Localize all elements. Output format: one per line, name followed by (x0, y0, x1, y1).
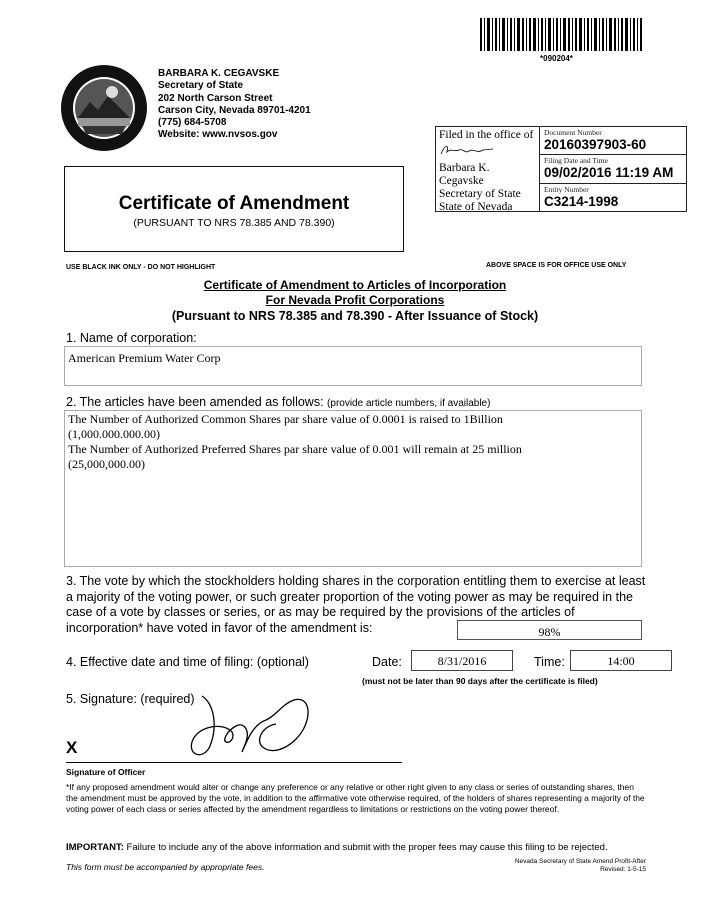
section4-label: 4. Effective date and time of filing: (optional) (66, 655, 309, 669)
secretary-info (158, 68, 311, 142)
form-identifier (478, 858, 646, 874)
filing-date-cell (540, 155, 686, 183)
state-seal-icon (60, 64, 148, 152)
filing-stamp (435, 126, 687, 212)
footnote: *If any proposed amendment would alter or change any preference or any relative or other right given to any class or series of outstanding shares, then the amendment must be approved by the vote, in addition to the affirmative vote otherwise required, of the holders of shares representing a majority of the voting power of each class or series affected by the amendment regardless to limitations or restrictions on the voting power thereof. (66, 782, 645, 814)
office-use-note: ABOVE SPACE IS FOR OFFICE USE ONLY (486, 262, 627, 269)
certificate-subtitle: (PURSUANT TO NRS 78.385 AND 78.390) (133, 217, 335, 229)
signature-x: X (66, 738, 78, 757)
filing-date-label: Filing Date and Time (544, 156, 608, 166)
form-heading-line1: Certificate of Amendment to Articles of Incorporation (203, 278, 507, 292)
form-heading-line2: For Nevada Profit Corporations (265, 293, 445, 307)
amendment-text-field[interactable] (64, 410, 642, 567)
barcode (480, 18, 642, 51)
filed-line1: Filed in the office of (439, 129, 534, 141)
filed-title: Secretary of State (439, 188, 521, 200)
secretary-title: Secretary of State (158, 80, 244, 92)
form-heading-line3: (Pursuant to NRS 78.385 and 78.390 - After Issuance of Stock) (171, 309, 539, 323)
important-note (66, 842, 608, 853)
filed-name: Barbara K. Cegavske (439, 162, 490, 187)
effective-date-field[interactable]: 8/31/2016 (411, 650, 513, 671)
amendment-line: (25,000,000.00) (68, 457, 145, 471)
filed-details (540, 127, 686, 211)
section2-hint: (provide article numbers, if available) (327, 398, 491, 409)
signature-of-officer-label: Signature of Officer (66, 767, 146, 777)
section1-label: 1. Name of corporation: (66, 331, 197, 345)
amendment-line: The Number of Authorized Preferred Shares par share value of 0.001 will remain at 25 million (68, 442, 522, 456)
date-limit-note: (must not be later than 90 days after the certificate is filed) (362, 676, 598, 686)
corporation-name-field[interactable] (64, 346, 642, 386)
filing-date: 09/02/2016 11:19 AM (544, 165, 674, 181)
amendment-line: The Number of Authorized Common Shares par share value of 0.0001 is raised to 1Billion (68, 412, 503, 426)
form-id-line2: Revised: 1-5-15 (600, 866, 646, 873)
corporation-name-value: American Premium Water Corp (68, 351, 221, 365)
ink-note: USE BLACK INK ONLY - DO NOT HIGHLIGHT (66, 264, 216, 271)
barcode-number: *090204* (540, 54, 573, 63)
entity-number: C3214-1998 (544, 193, 619, 209)
document-number: 20160397903-60 (544, 137, 647, 152)
secretary-city: Carson City, Nevada 89701-4201 (158, 104, 311, 116)
vote-percentage-field[interactable]: 98% (457, 620, 642, 640)
date-label: Date: (372, 655, 402, 669)
section3-text: 3. The vote by which the stockholders holding shares in the corporation entitling them to exercise at least a majority of the voting power, or such greater proportion of the voting power as may be required in the case of a vote by classes or series, or as may be required by the provisions of the articles of incorporation* have voted in favor of the amendment is: (66, 574, 646, 635)
secretary-name: BARBARA K. CEGAVSKE (158, 68, 280, 79)
signature-line[interactable] (66, 762, 402, 763)
secretary-phone: (775) 684-5708 (158, 117, 227, 129)
document-number-cell (540, 127, 686, 155)
officer-signature (184, 686, 314, 764)
document-number-label: Document Number (544, 128, 602, 137)
filed-signature (439, 142, 499, 158)
secretary-street: 202 North Carson Street (158, 92, 273, 104)
section5-label: 5. Signature: (required) (66, 692, 195, 706)
entity-number-label: Entity Number (544, 184, 589, 194)
section2-label (66, 395, 490, 409)
amendment-line: (1,000.000.000.00) (68, 427, 160, 441)
filed-state: State of Nevada (439, 201, 513, 213)
secretary-website: Website: www.nvsos.gov (158, 129, 278, 141)
time-label: Time: (534, 655, 565, 669)
certificate-title-box (64, 166, 404, 252)
important-label: IMPORTANT: (66, 842, 124, 853)
form-id-line1: Nevada Secretary of State Amend Profit-After (514, 858, 646, 865)
entity-number-cell (540, 184, 686, 211)
certificate-title: Certificate of Amendment (118, 193, 350, 214)
effective-time-field[interactable]: 14:00 (570, 650, 672, 671)
filed-office (436, 127, 540, 211)
section2-label-text: 2. The articles have been amended as follows: (66, 395, 324, 409)
fees-note: This form must be accompanied by appropriate fees. (66, 862, 265, 872)
important-text: Failure to include any of the above information and submit with the proper fees may cause this filing to be rejected. (123, 842, 608, 853)
